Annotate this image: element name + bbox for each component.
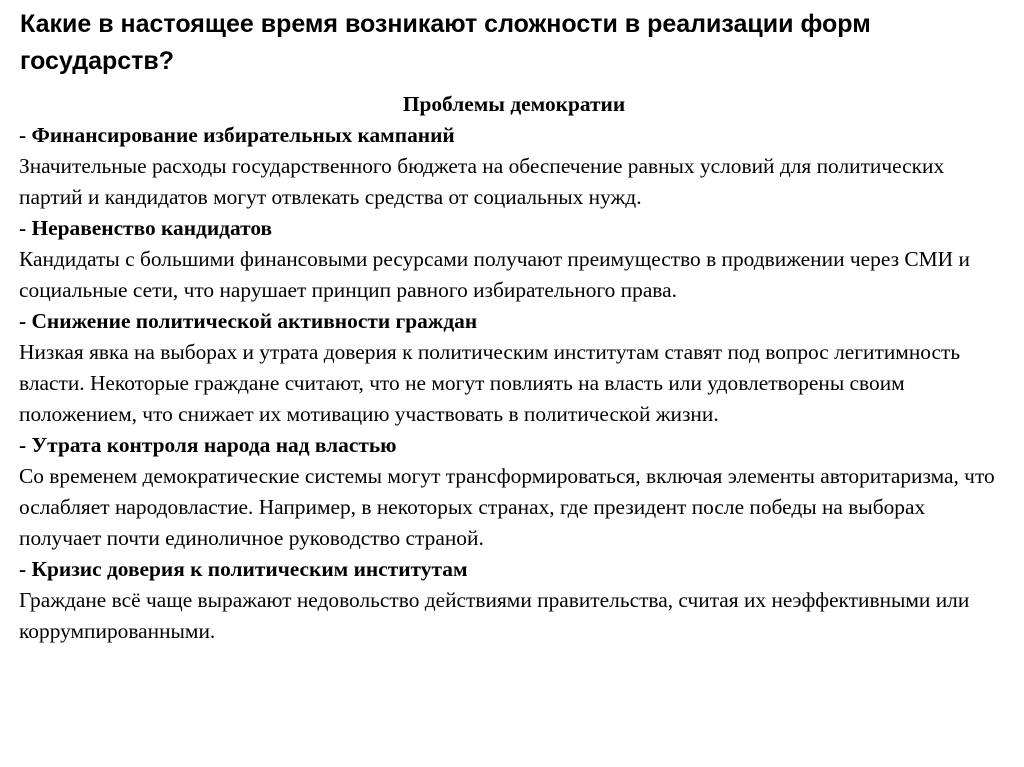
- problem-text-control: Со временем демократические системы могут трансформироваться, включая элементы авторитаризма, что ослабляет народовластие. Например, в некоторых странах, где президент после победы на выборах получает почти единоличное руководство страной.: [19, 464, 995, 550]
- problem-text-inequality: Кандидаты с большими финансовыми ресурсами получают преимущество в продвижении через СМИ и социальные сети, что нарушает принцип равного избирательного права.: [19, 247, 970, 302]
- problem-heading-control: - Утрата контроля народа над властью: [19, 433, 397, 457]
- problem-heading-trust: - Кризис доверия к политическим институтам: [19, 557, 468, 581]
- problem-heading-inequality: - Неравенство кандидатов: [19, 216, 273, 240]
- problem-heading-activity: - Снижение политической активности граждан: [19, 309, 478, 333]
- problem-text-trust: Граждане всё чаще выражают недовольство действиями правительства, считая их неэффективными или коррумпированными.: [19, 588, 970, 643]
- problem-text-financing: Значительные расходы государственного бюджета на обеспечение равных условий для политических партий и кандидатов могут отвлекать средства от социальных нужд.: [19, 154, 945, 209]
- problem-heading-financing: - Финансирование избирательных кампаний: [19, 123, 455, 147]
- section-subtitle: Проблемы демократии: [402, 92, 626, 116]
- problem-text-activity: Низкая явка на выборах и утрата доверия к политическим институтам ставят под вопрос легитимность власти. Некоторые граждане считают, что не могут повлиять на власть или удовлетворены своим положением, что снижает их мотивацию участвовать в политической жизни.: [19, 340, 961, 426]
- page-title: Какие в настоящее время возникают сложности в реализации форм государств?: [20, 10, 871, 75]
- document-body: [19, 89, 1009, 647]
